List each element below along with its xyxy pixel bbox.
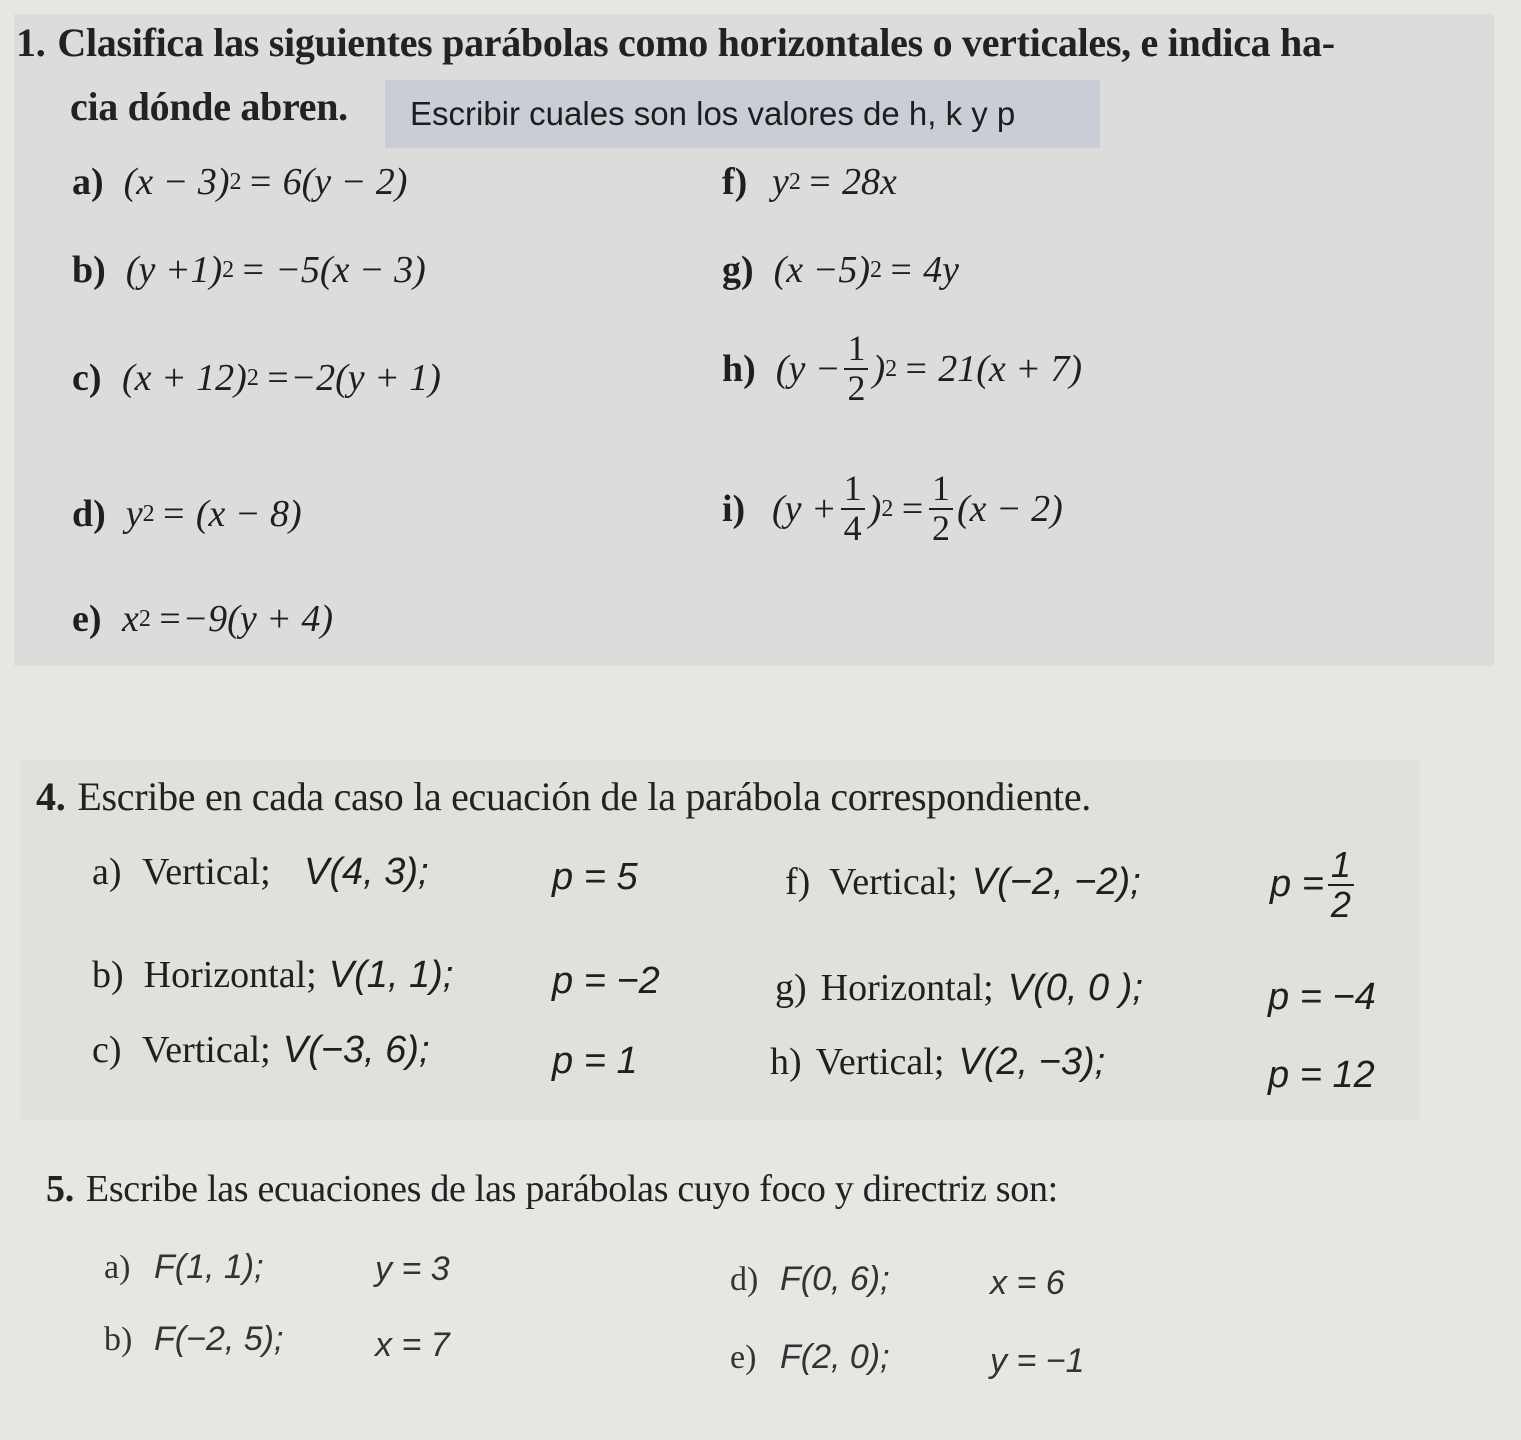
ex4-item-h: h) Vertical; V(2, −3);	[770, 1040, 1106, 1083]
ex4-item-f: f) Vertical; V(−2, −2);	[785, 860, 1141, 903]
ex1-item-f: f) y 2 = 28x	[722, 161, 897, 203]
fraction: $\frac{1}{2}$	[844, 330, 868, 408]
ex5-item-d-directrix: x = 6	[990, 1264, 1065, 1302]
fraction: $\frac{1}{4}$	[841, 470, 865, 548]
exercise-5-title: 5. Escribe las ecuaciones de las parábolas cuyo foco y directriz son:	[46, 1168, 1058, 1210]
fraction: $\frac{1}{2}$	[1328, 846, 1354, 924]
ex4-item-h-p: p = 12	[1268, 1054, 1375, 1096]
ex1-item-g: g) (x −5) 2 = 4y	[722, 249, 959, 291]
ex5-item-a: a) F(1, 1);	[104, 1248, 264, 1286]
exercise-4-title: 4. Escribe en cada caso la ecuación de la parábola correspondiente.	[36, 774, 1091, 819]
ex4-item-c: c) Vertical; V(−3, 6);	[92, 1028, 430, 1071]
fraction: $\frac{1}{2}$	[929, 470, 953, 548]
instruction-note: Escribir cuales son los valores de h, k y p	[385, 80, 1100, 148]
ex1-item-h: h) (y − $\frac{1}{2}$ ) 2 = 21(x + 7)	[722, 328, 1083, 408]
ex4-item-a-p: p = 5	[552, 856, 638, 898]
ex5-item-e: e) F(2, 0);	[730, 1338, 890, 1376]
exercise-4-number: 4.	[36, 774, 66, 819]
ex4-item-f-p: p = $\frac{1}{2}$	[1270, 846, 1358, 924]
ex5-item-d: d) F(0, 6);	[730, 1260, 890, 1298]
ex5-item-a-directrix: y = 3	[375, 1250, 450, 1288]
exercise-1-number: 1.	[16, 20, 46, 65]
ex4-item-b-p: p = −2	[552, 960, 660, 1002]
ex1-item-c: c) (x + 12) 2 =−2(y + 1)	[72, 357, 441, 399]
ex5-item-b-directrix: x = 7	[375, 1326, 450, 1364]
exercise-1-title-line1: 1. Clasifica las siguientes parábolas como horizontales o verticales, e indica ha-	[16, 20, 1335, 65]
ex1-item-i: i) (y + $\frac{1}{4}$ ) 2 = $\frac{1}{2}$ (x − 2)	[722, 468, 1063, 548]
ex1-item-e: e) x 2 =−9(y + 4)	[72, 598, 333, 640]
ex1-item-b: b) (y +1) 2 = −5(x − 3)	[72, 249, 426, 291]
ex5-item-b: b) F(−2, 5);	[104, 1320, 284, 1358]
exercise-5-number: 5.	[46, 1168, 74, 1210]
ex1-item-d: d) y 2 = (x − 8)	[72, 493, 302, 535]
ex1-item-a: a) (x − 3) 2 = 6(y − 2)	[72, 161, 408, 203]
ex4-item-b: b) Horizontal; V(1, 1);	[92, 953, 454, 996]
ex4-item-g: g) Horizontal; V(0, 0 );	[775, 966, 1143, 1009]
ex4-item-c-p: p = 1	[552, 1040, 638, 1082]
ex4-item-a: a) Vertical; V(4, 3);	[92, 850, 429, 893]
ex4-item-g-p: p = −4	[1268, 976, 1376, 1018]
exercise-1-title-line2: cia dónde abren.	[70, 84, 348, 129]
ex5-item-e-directrix: y = −1	[990, 1342, 1085, 1380]
